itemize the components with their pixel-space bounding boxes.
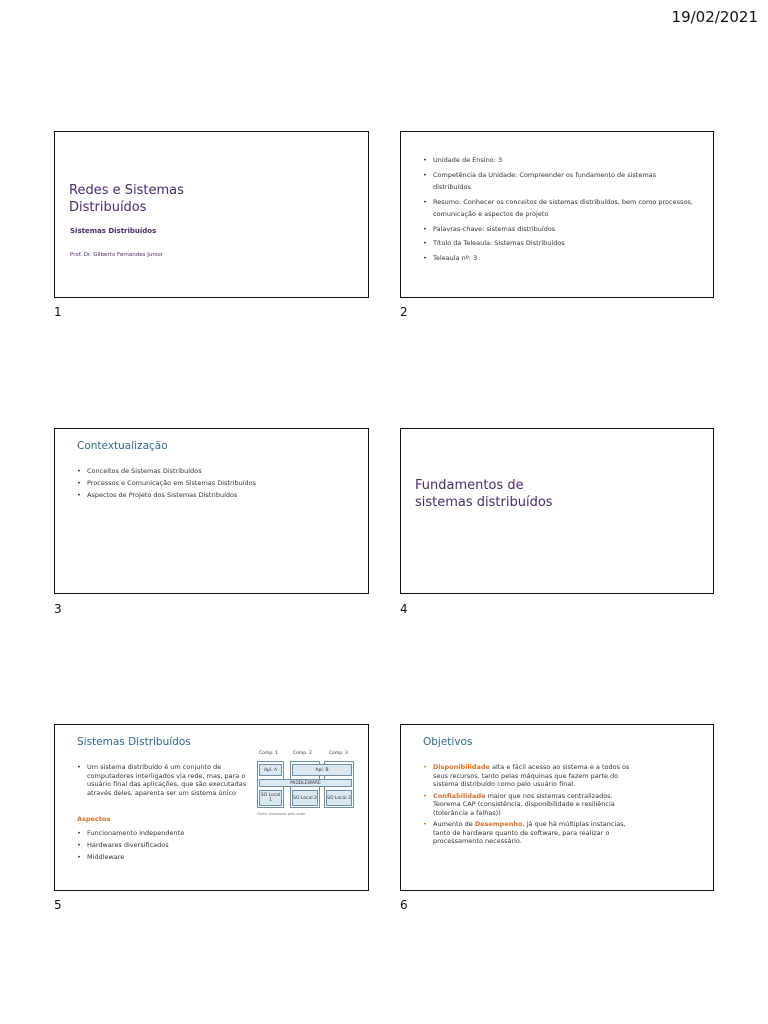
slide-4-title-line2: sistemas distribuídos bbox=[415, 495, 553, 510]
slide-1-title-line2: Distribuídos bbox=[69, 200, 147, 215]
slide-3 bbox=[54, 428, 369, 594]
highlight-term: Disponibilidade bbox=[433, 763, 490, 771]
list-item: • Funcionamento independente bbox=[77, 827, 184, 839]
list-item bbox=[423, 820, 633, 846]
slide-4-number: 4 bbox=[400, 602, 408, 616]
list-item bbox=[423, 792, 633, 818]
diagram-apl-b: Apl. B bbox=[292, 764, 352, 776]
list-item: • Processos e Comunicação em Sistemas Distribuídos bbox=[77, 477, 256, 489]
slide-1-number: 1 bbox=[54, 305, 62, 319]
item-text: , já que há múltiplas instancias, tanto de hardware quanto de software, para realizar o processamento necessário. bbox=[433, 820, 626, 845]
diagram-so3: SO Local 3 bbox=[326, 790, 352, 806]
slide-5-aspects-heading: Aspectos bbox=[77, 815, 111, 823]
slide-4 bbox=[400, 428, 714, 594]
list-item: • Hardwares diversificados bbox=[77, 839, 184, 851]
slide-2 bbox=[400, 131, 714, 298]
diagram-middleware: MIDDLEWARE bbox=[259, 779, 352, 787]
diagram-comp1-label: Comp. 1 bbox=[259, 751, 278, 756]
slide-5-intro-list bbox=[77, 763, 247, 797]
slide-6-number: 6 bbox=[400, 898, 408, 912]
slide-1-subtitle: Sistemas Distribuídos bbox=[70, 227, 157, 235]
slide-3-number: 3 bbox=[54, 602, 62, 616]
slide-5-heading: Sistemas Distribuídos bbox=[77, 736, 191, 748]
slide-1 bbox=[54, 131, 369, 298]
diagram-source: Fonte: elaborado pelo autor bbox=[257, 812, 306, 816]
slide-4-title bbox=[415, 477, 553, 511]
diagram-so1: SO Local 1 bbox=[259, 790, 282, 806]
slide-6 bbox=[400, 724, 714, 891]
slide-4-title-line1: Fundamentos de bbox=[415, 478, 524, 493]
item-text: maior que nos sistemas centralizados. Teorema CAP (consistência, disponibilidade e resiliência (tolerância a falhas)) bbox=[433, 791, 615, 817]
list-item: • Unidade de Ensino: 3 bbox=[423, 154, 693, 167]
list-item: • Aspectos de Projeto dos Sistemas Distribuídos bbox=[77, 489, 256, 501]
slide-3-list bbox=[77, 465, 256, 501]
item-text: Aumento de bbox=[433, 820, 475, 828]
list-item: • Teleaula nº: 3 bbox=[423, 252, 693, 265]
list-item: • Competência da Unidade: Compreender os fundamento de sistemas distribuídos bbox=[423, 169, 693, 194]
list-item: • Conceitos de Sistemas Distribuídos bbox=[77, 465, 256, 477]
diagram-comp2-label: Comp. 2 bbox=[293, 751, 312, 756]
slide-2-number: 2 bbox=[400, 305, 408, 319]
slide-5-aspects-list bbox=[77, 827, 184, 863]
middleware-diagram bbox=[256, 751, 356, 821]
slide-1-author: Prof. Dr. Gilberto Fernandes Junior bbox=[70, 252, 163, 258]
slide-1-title-line1: Redes e Sistemas bbox=[69, 183, 184, 198]
slide-6-list bbox=[423, 763, 633, 849]
page-date: 19/02/2021 bbox=[671, 8, 758, 26]
list-item: • Um sistema distribuído é um conjunto de computadores interligados via rede, mas, para o usuário final das aplicações, que são executadas através deles, aparenta ser um sistema único bbox=[77, 763, 247, 797]
slide-5-number: 5 bbox=[54, 898, 62, 912]
list-item: • Middleware bbox=[77, 851, 184, 863]
slide-6-heading: Objetivos bbox=[423, 736, 473, 748]
highlight-term: Desempenho bbox=[474, 820, 523, 828]
slide-1-title bbox=[69, 182, 184, 216]
slide-5 bbox=[54, 724, 369, 891]
diagram-comp3-label: Comp. 3 bbox=[329, 751, 348, 756]
diagram-apl-a: Apl. A bbox=[259, 764, 282, 776]
list-item: • Palavras-chave: sistemas distribuídos bbox=[423, 223, 693, 236]
item-text: alta e fácil acesso ao sistema e a todos os seus recursos, tanto pelas máquinas que fazem parte do sistema distribuído como pelo usuário final. bbox=[433, 763, 630, 788]
list-item: • Título da Teleaula: Sistemas Distribuídos bbox=[423, 237, 693, 250]
list-item: • Resumo: Conhecer os conceitos de sistemas distribuídos, bem como processos, comunicação e aspectos de projeto bbox=[423, 196, 693, 221]
slide-3-heading: Contextualização bbox=[77, 440, 168, 452]
highlight-term: Confiabilidade bbox=[433, 791, 486, 800]
list-item bbox=[423, 763, 633, 789]
slide-2-list bbox=[423, 154, 693, 266]
diagram-so2: SO Local 2 bbox=[292, 790, 318, 806]
